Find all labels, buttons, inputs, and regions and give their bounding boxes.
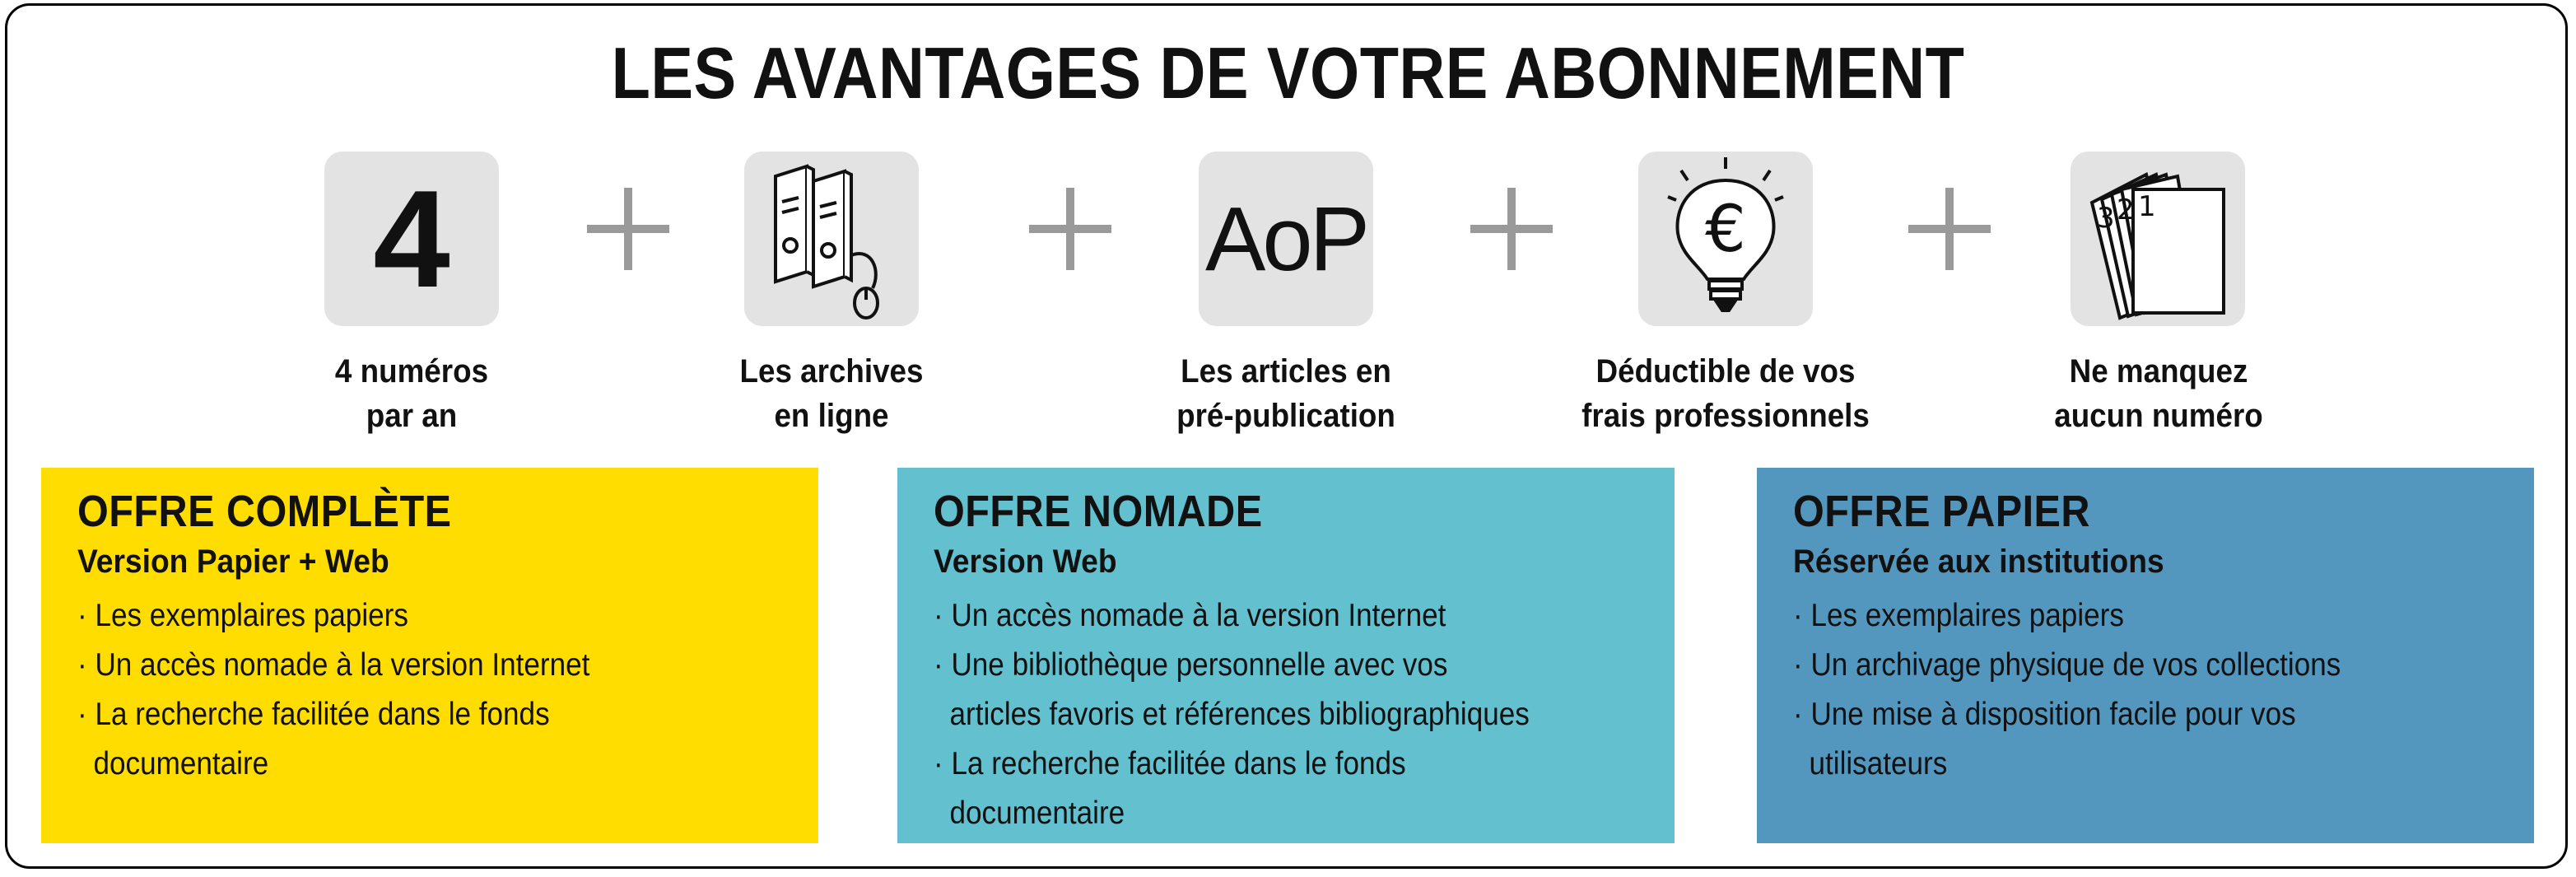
offer-item: · Les exemplaires papiers — [1793, 598, 2124, 633]
plus-icon — [1908, 188, 1991, 270]
offer-item: · La recherche facilitée dans le fonds — [934, 746, 1406, 781]
plus-icon — [1029, 188, 1111, 270]
offer-subtitle: Version Papier + Web — [77, 543, 389, 580]
benefit-5-icon-box — [2071, 152, 2245, 326]
page-title: LES AVANTAGES DE VOTRE ABONNEMENT — [611, 32, 1965, 114]
offer-item: · La recherche facilitée dans le fonds — [77, 697, 550, 732]
offer-item: articles favoris et références bibliographiques — [934, 697, 1530, 732]
benefit-caption: 4 numéros par an — [334, 353, 489, 434]
offer-subtitle: Réservée aux institutions — [1793, 543, 2164, 580]
offer-complete-panel — [41, 468, 818, 843]
offer-title: OFFRE NOMADE — [934, 487, 1263, 536]
svg-text:3: 3 — [2097, 202, 2115, 235]
offer-title: OFFRE PAPIER — [1793, 487, 2090, 536]
benefit-3-icon-box — [1199, 152, 1373, 326]
euro-lightbulb-icon — [1643, 152, 1808, 325]
plus-icon — [1470, 188, 1553, 270]
offer-item: · Une mise à disposition facile pour vos — [1793, 697, 2296, 732]
benefit-caption: Les articles en pré-publication — [1176, 353, 1395, 434]
offer-item: documentaire — [934, 795, 1125, 831]
svg-text:2: 2 — [2117, 194, 2135, 226]
offer-subtitle: Version Web — [934, 543, 1117, 580]
offer-item: documentaire — [77, 746, 269, 781]
benefit-caption: Déductible de vos frais professionnels — [1581, 353, 1870, 434]
aop-text-icon: AoP — [1205, 188, 1367, 290]
benefit-caption: Les archives en ligne — [739, 353, 924, 434]
offer-item: · Un archivage physique de vos collections — [1793, 647, 2341, 683]
svg-text:1: 1 — [2138, 190, 2156, 223]
offer-item: · Les exemplaires papiers — [77, 598, 408, 633]
benefit-caption: Ne manquez aucun numéro — [2054, 353, 2263, 434]
benefit-1-icon-box — [324, 152, 499, 326]
offer-item: utilisateurs — [1793, 746, 1948, 781]
offer-nomade-panel — [897, 468, 1675, 843]
stacked-issues-icon — [2075, 156, 2240, 321]
archive-binders-icon — [749, 156, 914, 321]
euro-symbol: € — [1705, 193, 1746, 267]
offer-item: · Un accès nomade à la version Internet — [934, 598, 1446, 633]
number-four-icon: 4 — [373, 161, 450, 316]
benefit-4-icon-box — [1638, 152, 1813, 326]
benefit-2-icon-box — [744, 152, 919, 326]
offer-title: OFFRE COMPLÈTE — [77, 487, 452, 536]
offer-item: · Une bibliothèque personnelle avec vos — [934, 647, 1448, 683]
offer-item: · Un accès nomade à la version Internet — [77, 647, 590, 683]
offer-papier-panel — [1757, 468, 2534, 843]
plus-icon — [587, 188, 669, 270]
